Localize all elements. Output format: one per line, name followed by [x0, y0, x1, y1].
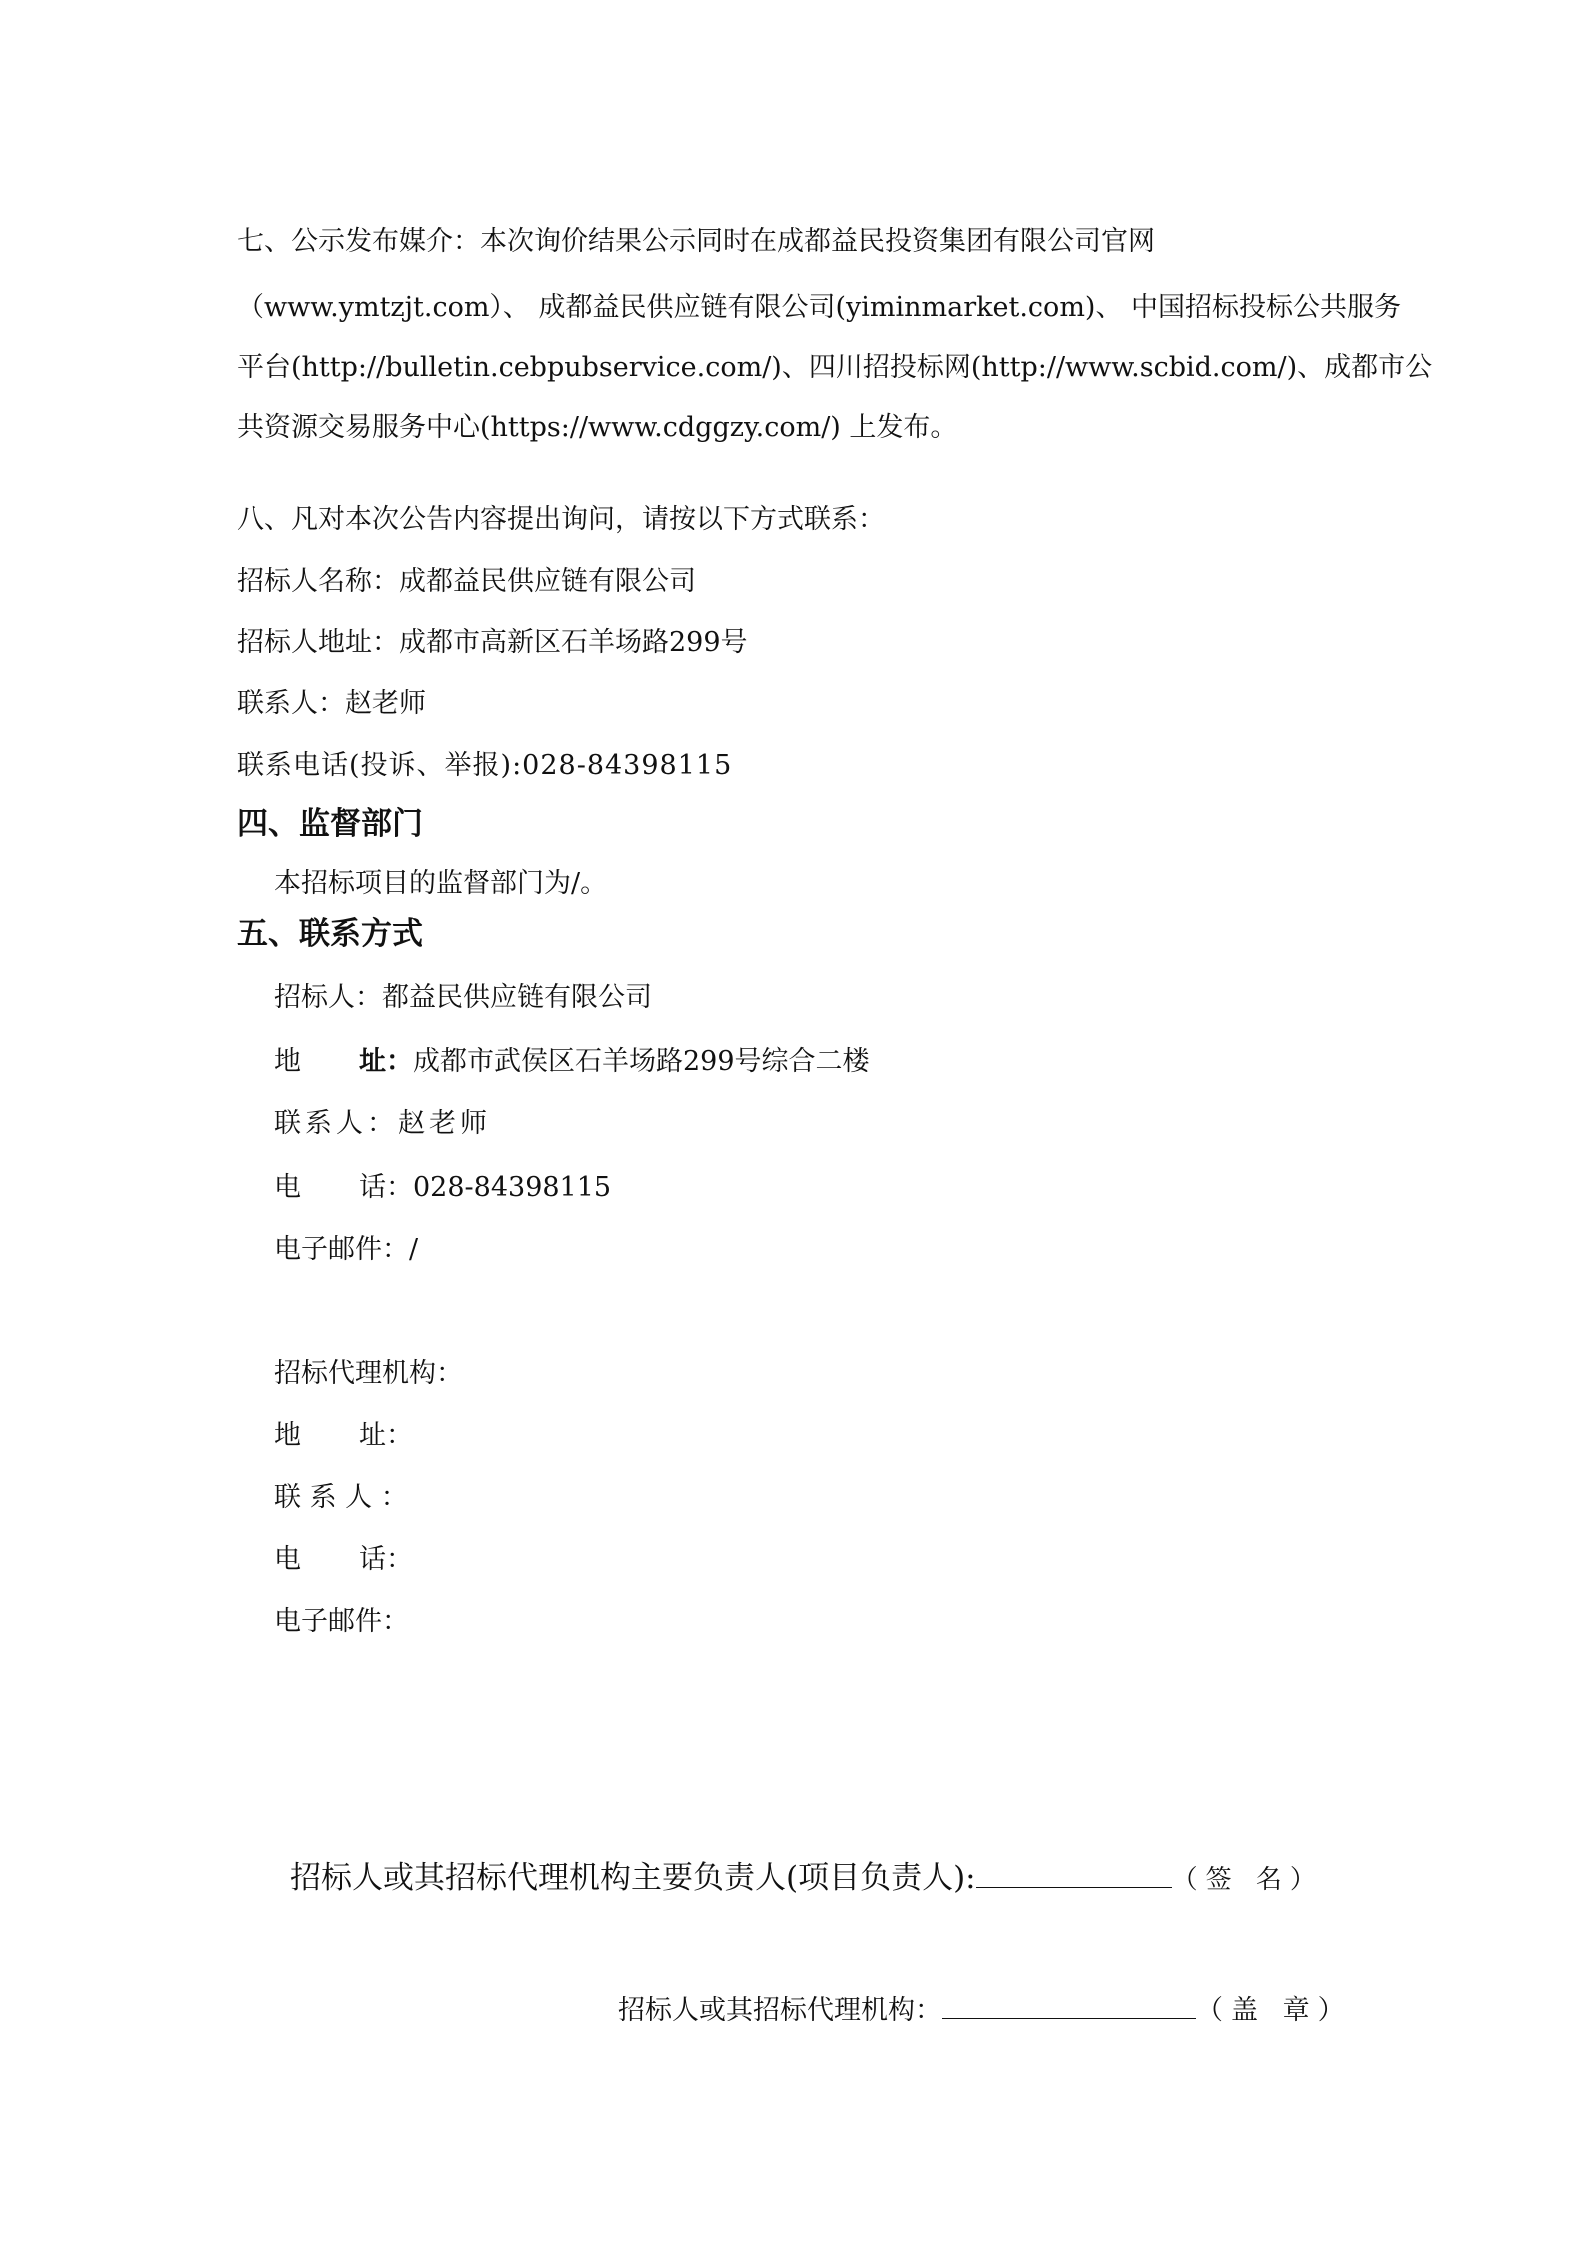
contact-email-label: 电子邮件：: [274, 1234, 409, 1265]
contact-phone-row: [274, 1170, 611, 1206]
signature-blank-1: [976, 1861, 1172, 1888]
contact-phone-label-a: 电: [274, 1172, 301, 1203]
agency-phone-label-b: 话：: [359, 1544, 413, 1575]
agency-address-row: [274, 1418, 413, 1454]
contact-heading: 五、联系方式: [237, 916, 423, 952]
agency-phone-label-a: 电: [274, 1544, 301, 1575]
contact-address-label-a: 地: [274, 1046, 301, 1077]
agency-address-label-b: 址：: [359, 1420, 413, 1451]
section7-line2: （www.ymtzjt.com）、 成都益民供应链有限公司(yiminmarket.com)、 中国招标投标公共服务: [237, 292, 1402, 323]
agency-title: 招标代理机构：: [274, 1358, 463, 1389]
contact-person-row: [274, 1106, 491, 1142]
contact-phone-label-b: 话：: [359, 1172, 413, 1203]
contact-email-value: /: [409, 1234, 419, 1265]
contact-tenderer-row: [274, 980, 652, 1016]
contact-email-row: [274, 1232, 418, 1268]
contact-address-label-b: 址：: [359, 1046, 413, 1077]
supervision-text: 本招标项目的监督部门为/。: [274, 868, 608, 899]
signature-blank-2: [942, 1992, 1196, 2019]
agency-person-label: 联 系 人 ：: [274, 1482, 408, 1513]
section7-line4: 共资源交易服务中心(https://www.cdggzy.com/) 上发布。: [237, 412, 958, 443]
supervision-heading: 四、监督部门: [237, 806, 423, 842]
signature-label-2: 招标人或其招标代理机构：: [618, 1995, 942, 2026]
signature-row-2: [618, 1992, 1353, 2029]
signature-label-1: 招标人或其招标代理机构主要负责人(项目负责人):: [290, 1860, 976, 1896]
contact-address-row: [274, 1044, 870, 1080]
agency-phone-row: [274, 1542, 413, 1578]
contact-address-value: 成都市武侯区石羊场路299号综合二楼: [413, 1046, 870, 1077]
section7-line3: 平台(http://bulletin.cebpubservice.com/)、四川招投标网(http://www.scbid.com/)、成都市公: [237, 352, 1433, 383]
contact-person-label: 联系人：: [274, 1108, 398, 1139]
contact-tenderer-value: 都益民供应链有限公司: [382, 982, 652, 1013]
signature-suffix-2: （盖 章）: [1196, 1995, 1353, 2026]
section7-line1: 七、公示发布媒介：本次询价结果公示同时在成都益民投资集团有限公司官网: [237, 226, 1155, 257]
contact-person-value: 赵老师: [398, 1108, 491, 1139]
tenderer-address-line: 招标人地址：成都市高新区石羊场路299号: [237, 627, 748, 658]
signature-suffix-1: （签 名）: [1171, 1865, 1324, 1895]
complaint-phone-line: 联系电话(投诉、举报):028-84398115: [237, 750, 733, 781]
contact-phone-value: 028-84398115: [413, 1172, 612, 1203]
contact-person-line: 联系人：赵老师: [237, 688, 426, 719]
signature-row-1: [290, 1858, 1324, 1900]
tenderer-name-line: 招标人名称：成都益民供应链有限公司: [237, 566, 696, 597]
agency-email-label: 电子邮件：: [274, 1606, 409, 1637]
contact-tenderer-label: 招标人：: [274, 982, 382, 1013]
section8-intro: 八、凡对本次公告内容提出询问，请按以下方式联系：: [237, 504, 885, 535]
agency-address-label-a: 地: [274, 1420, 301, 1451]
